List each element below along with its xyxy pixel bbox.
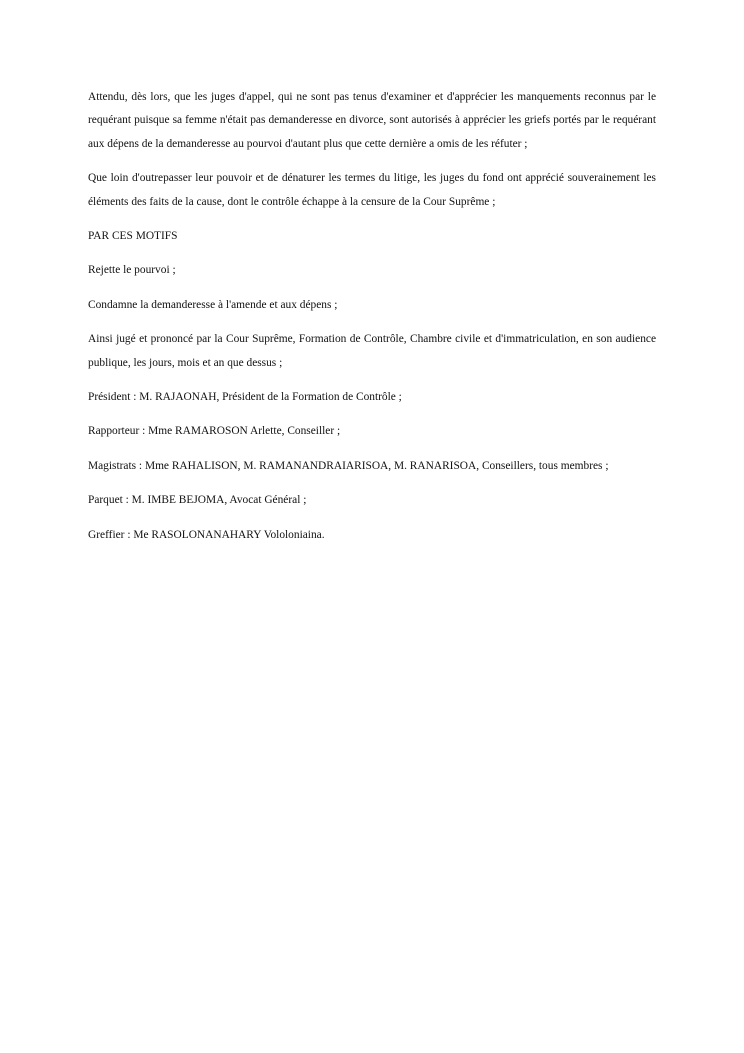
paragraph-attendu: Attendu, dès lors, que les juges d'appel, qui ne sont pas tenus d'examiner et d'apprécier les manquements reconnus par le requérant puisque sa femme n'était pas demanderesse en divorce, sont autorisés à apprécier les griefs portés par le requérant aux dépens de la demanderesse au pourvoi d'autant plus que cette dernière a omis de les réfuter ; <box>88 91 656 150</box>
paragraph-que-loin: Que loin d'outrepasser leur pouvoir et de dénaturer les termes du litige, les juges du fond ont apprécié souverainement les éléments des faits de la cause, dont le contrôle échappe à la censure de la Cour Suprême ; <box>88 172 656 208</box>
paragraph-greffier: Greffier : Me RASOLONANAHARY Vololoniaina. <box>88 528 325 541</box>
paragraph-rapporteur: Rapporteur : Mme RAMAROSON Arlette, Conseiller ; <box>88 425 341 438</box>
paragraph-magistrats: Magistrats : Mme RAHALISON, M. RAMANANDRAIARISOA, M. RANARISOA, Conseillers, tous membres ; <box>88 459 609 472</box>
paragraph-condamne: Condamne la demanderesse à l'amende et aux dépens ; <box>88 298 338 311</box>
paragraph-rejette: Rejette le pourvoi ; <box>88 264 176 277</box>
heading-par-ces-motifs: PAR CES MOTIFS <box>88 230 178 243</box>
paragraph-president: Président : M. RAJAONAH, Président de la Formation de Contrôle ; <box>88 391 402 404</box>
paragraph-parquet: Parquet : M. IMBE BEJOMA, Avocat Général ; <box>88 494 307 507</box>
paragraph-ainsi-juge: Ainsi jugé et prononcé par la Cour Suprême, Formation de Contrôle, Chambre civile et d'immatriculation, en son audience publique, les jours, mois et an que dessus ; <box>88 333 656 369</box>
